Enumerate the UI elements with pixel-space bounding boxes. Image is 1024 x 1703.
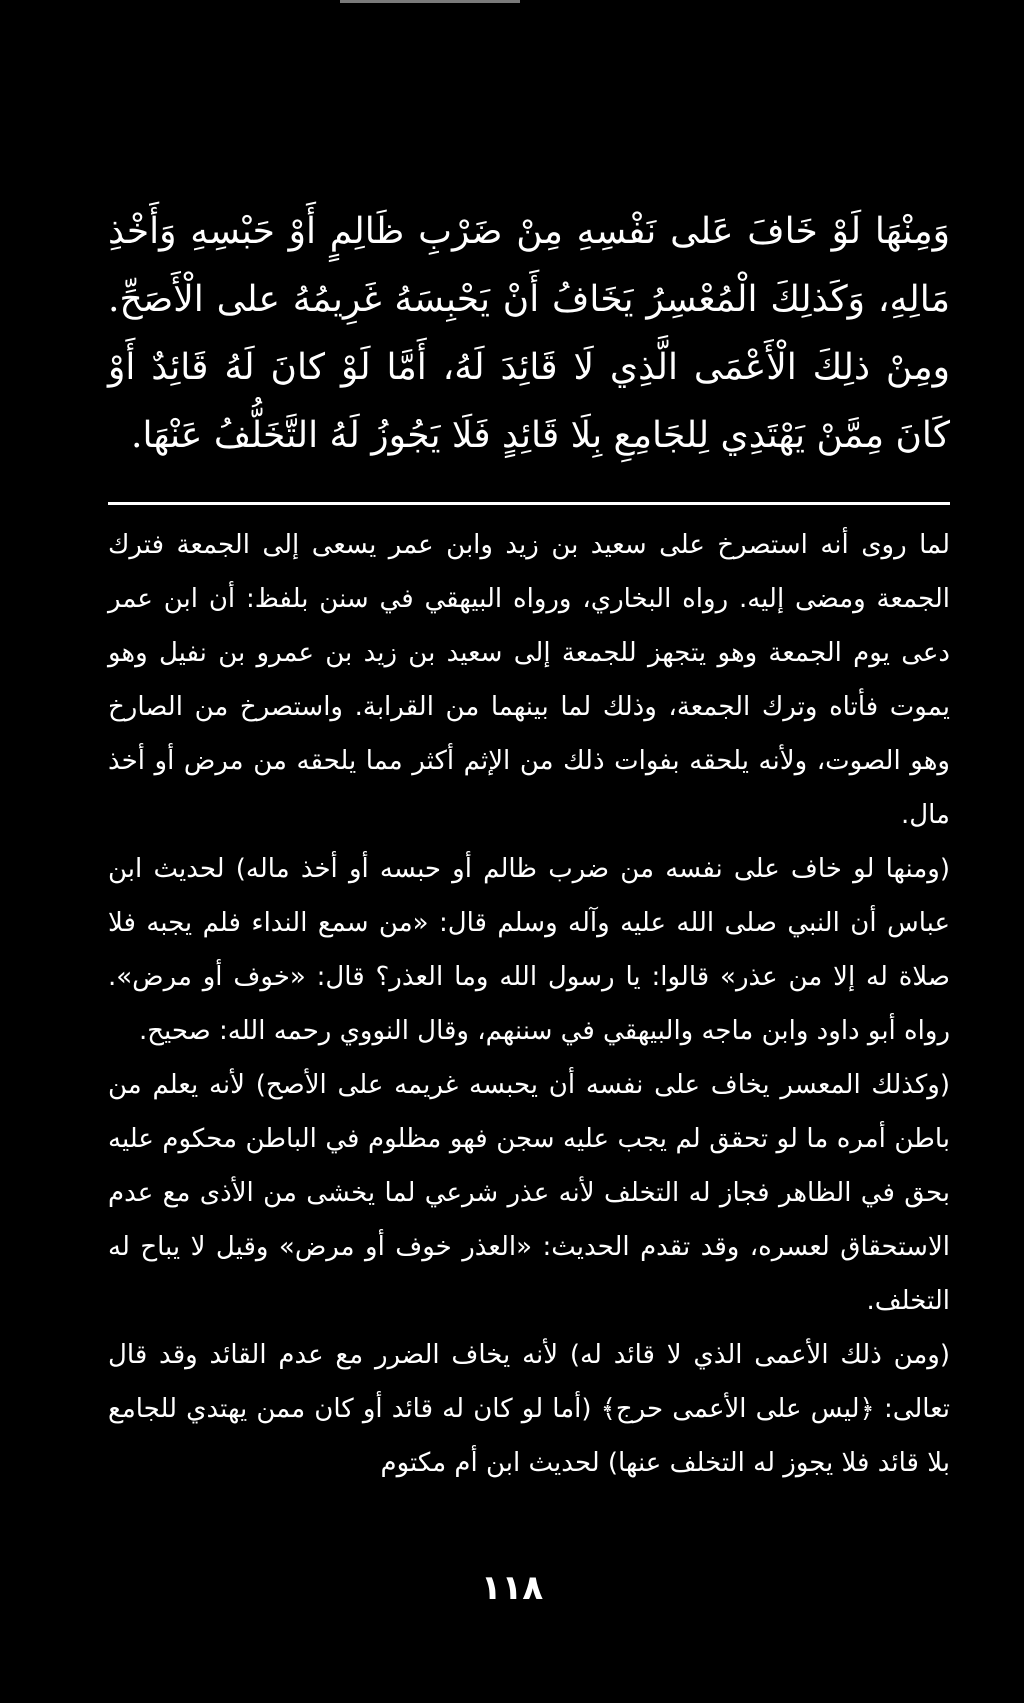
scan-edge-mark xyxy=(340,0,520,3)
commentary xyxy=(108,518,950,1490)
commentary-paragraph: (وكذلك المعسر يخاف على نفسه أن يحبسه غريمه على الأصح) لأنه يعلم من باطن أمره ما لو تحقق لم يجب عليه سجن فهو مظلوم في الباطن محكوم عليه بحق في الظاهر فجاز له التخلف لأنه عذر شرعي لما يخشى من الأذى مع عدم الاستحقاق لعسره، وقد تقدم الحديث: «العذر خوف أو مرض» وقيل لا يباح له التخلف. xyxy=(108,1070,950,1316)
main-text: وَمِنْهَا لَوْ خَافَ عَلى نَفْسِهِ مِنْ ضَرْبِ ظَالِمٍ أَوْ حَبْسِهِ وَأَخْذِ مَالِهِ، وَكَذلِكَ الْمُعْسِرُ يَخَافُ أَنْ يَحْبِسَهُ غَرِيمُهُ على الْأَصَحِّ. ومِنْ ذلِكَ الْأَعْمَى الَّذِي لَا قَائِدَ لَهُ، أَمَّا لَوْ كانَ لَهُ قَائِدٌ أَوْ كَانَ مِمَّنْ يَهْتَدِي لِلجَامِعِ بِلَا قَائِدٍ فَلَا يَجُوزُ لَهُ التَّخَلُّفُ عَنْهَا. xyxy=(108,211,950,456)
page-number: ١١٨ xyxy=(480,1568,544,1608)
footnote-divider xyxy=(108,502,950,505)
commentary-paragraph: (ومنها لو خاف على نفسه من ضرب ظالم أو حبسه أو أخذ ماله) لحديث ابن عباس أن النبي صلى الله عليه وآله وسلم قال: «من سمع النداء فلم يجبه فلا صلاة له إلا من عذر» قالوا: يا رسول الله وما العذر؟ قال: «خوف أو مرض». رواه أبو داود وابن ماجه والبيهقي في سننهم، وقال النووي رحمه الله: صحيح. xyxy=(108,854,950,1046)
commentary-paragraph: لما روى أنه استصرخ على سعيد بن زيد وابن عمر يسعى إلى الجمعة فترك الجمعة ومضى إليه. رواه البخاري، ورواه البيهقي في سنن بلفظ: أن ابن عمر دعى يوم الجمعة وهو يتجهز للجمعة إلى سعيد بن زيد بن عمرو بن نفيل وهو يموت فأتاه وترك الجمعة، وذلك لما بينهما من القرابة. واستصرخ من الصارخ وهو الصوت، ولأنه يلحقه بفوات ذلك من الإثم أكثر مما يلحقه من مرض أو أخذ مال. xyxy=(108,530,950,830)
commentary-paragraph: (ومن ذلك الأعمى الذي لا قائد له) لأنه يخاف الضرر مع عدم القائد وقد قال تعالى: ﴿ليس على الأعمى حرج﴾ (أما لو كان له قائد أو كان ممن يهتدي للجامع بلا قائد فلا يجوز له التخلف عنها) لحديث ابن أم مكتوم xyxy=(108,1340,950,1478)
